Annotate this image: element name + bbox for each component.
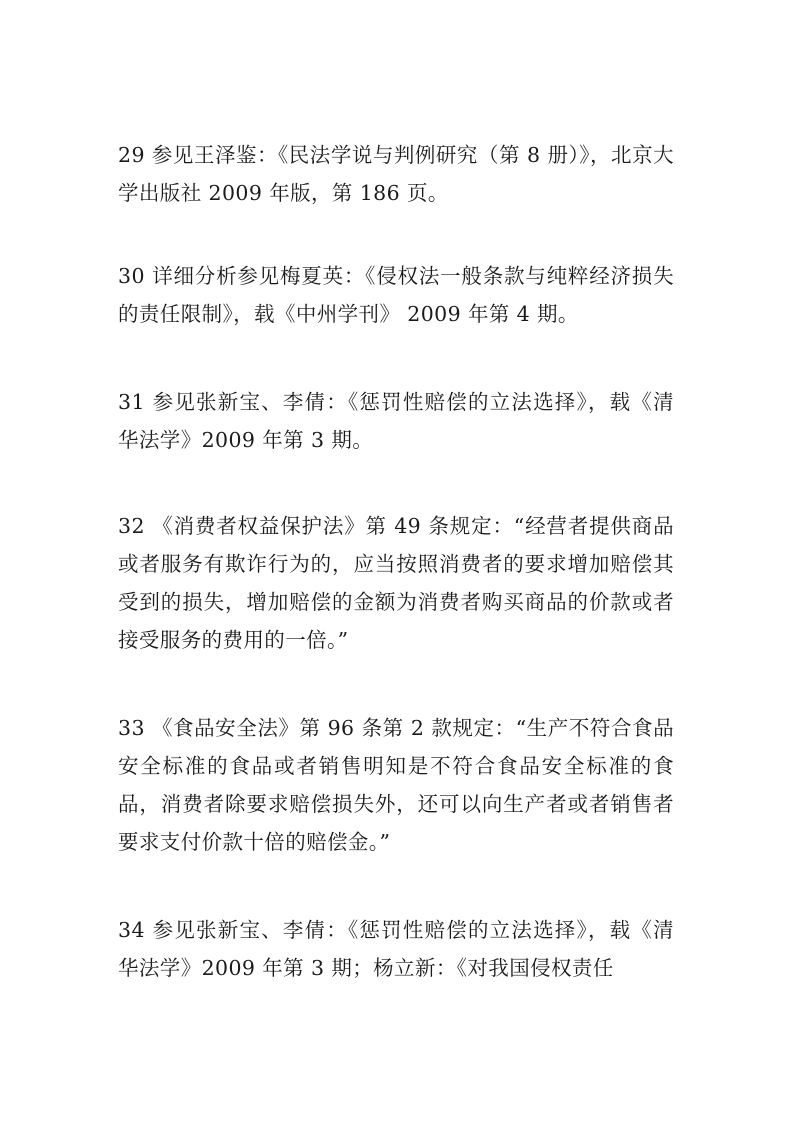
footnote-31: 31 参见张新宝、李倩：《惩罚性赔偿的立法选择》，载《清华法学》2009 年第 3 期。: [118, 390, 674, 452]
footnote-30: 30 详细分析参见梅夏英：《侵权法一般条款与纯粹经济损失的责任限制》，载《中州学刊》 2009 年第 4 期。: [118, 264, 674, 326]
footnote-34: 34 参见张新宝、李倩：《惩罚性赔偿的立法选择》，载《清华法学》2009 年第 3 期；杨立新：《对我国侵权责任: [118, 918, 674, 980]
footnote-33: 33 《食品安全法》第 96 条第 2 款规定：“生产不符合食品安全标准的食品或者销售明知是不符合食品安全标准的食品，消费者除要求赔偿损失外，还可以向生产者或者销售者要求支付价款十倍的赔偿金。”: [118, 716, 674, 854]
footnote-32: 32 《消费者权益保护法》第 49 条规定：“经营者提供商品或者服务有欺诈行为的，应当按照消费者的要求增加赔偿其受到的损失，增加赔偿的金额为消费者购买商品的价款或者接受服务的费用的一倍。”: [118, 514, 674, 652]
footnote-29: 29 参见王泽鉴：《民法学说与判例研究（第 8 册）》，北京大学出版社 2009 年版，第 186 页。: [118, 143, 674, 205]
